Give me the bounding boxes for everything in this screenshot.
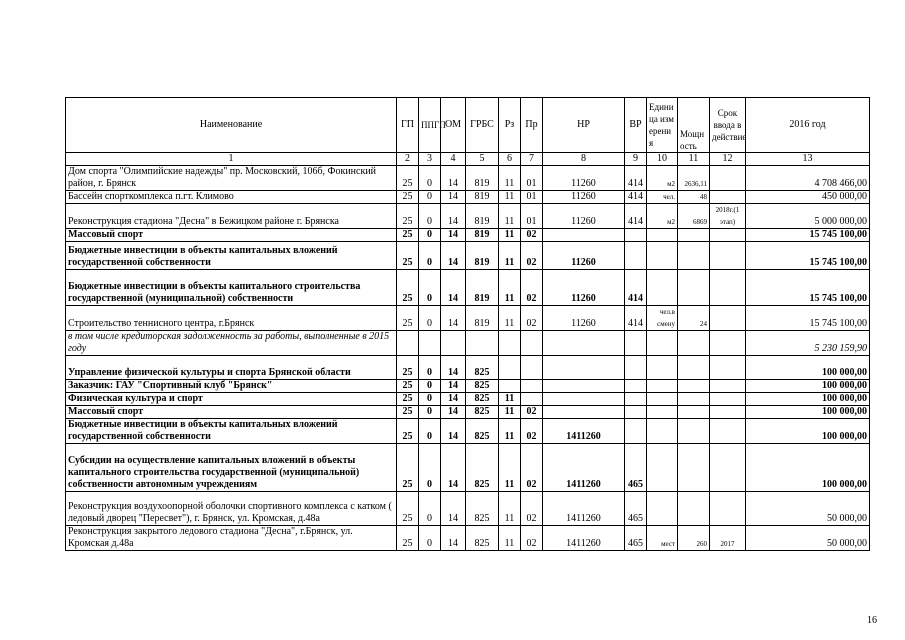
header-unit: Единица измерения	[647, 98, 678, 153]
cell-om: 14	[441, 526, 466, 551]
cell-grbs: 819	[466, 204, 499, 229]
cell-rz: 11	[499, 270, 521, 306]
cell-om: 14	[441, 306, 466, 331]
cell-nr: 11260	[543, 306, 625, 331]
cell-amount: 100 000,00	[746, 419, 870, 444]
cell-term	[710, 229, 746, 242]
cell-grbs: 819	[466, 270, 499, 306]
cell-gp: 25	[397, 204, 419, 229]
cell-pr: 01	[521, 166, 543, 191]
cell-gp: 25	[397, 242, 419, 270]
cell-amount: 100 000,00	[746, 393, 870, 406]
cell-power	[678, 406, 710, 419]
cell-rz: 11	[499, 492, 521, 526]
cell-ppgp: 0	[419, 380, 441, 393]
table-row	[66, 306, 870, 331]
cell-amount: 100 000,00	[746, 406, 870, 419]
table-row	[66, 331, 870, 356]
cell-rz	[499, 331, 521, 356]
cell-pr	[521, 356, 543, 380]
cell-amount: 15 745 100,00	[746, 270, 870, 306]
col-number: 10	[647, 153, 678, 166]
header-name: Наименование	[66, 98, 397, 153]
cell-amount: 15 745 100,00	[746, 306, 870, 331]
cell-rz: 11	[499, 166, 521, 191]
cell-ppgp: 0	[419, 191, 441, 204]
cell-vr: 414	[625, 191, 647, 204]
header-term: Срок ввода в действие	[710, 98, 746, 153]
cell-vr	[625, 331, 647, 356]
table-row	[66, 444, 870, 492]
cell-ppgp: 0	[419, 444, 441, 492]
cell-ppgp: 0	[419, 270, 441, 306]
cell-vr	[625, 242, 647, 270]
cell-vr	[625, 380, 647, 393]
table-row	[66, 406, 870, 419]
cell-ppgp: 0	[419, 406, 441, 419]
cell-om: 14	[441, 380, 466, 393]
cell-unit	[647, 356, 678, 380]
cell-om: 14	[441, 492, 466, 526]
cell-amount: 100 000,00	[746, 444, 870, 492]
cell-unit: чел.в смену	[647, 306, 678, 331]
cell-gp: 25	[397, 270, 419, 306]
cell-om	[441, 331, 466, 356]
cell-grbs: 825	[466, 356, 499, 380]
header-vr: ВР	[625, 98, 647, 153]
cell-grbs: 825	[466, 393, 499, 406]
table-row	[66, 229, 870, 242]
cell-name: Физическая культура и спорт	[66, 393, 397, 406]
cell-power: 2636,11	[678, 166, 710, 191]
cell-term	[710, 356, 746, 380]
cell-om: 14	[441, 356, 466, 380]
cell-power: 6869	[678, 204, 710, 229]
cell-unit	[647, 242, 678, 270]
table-header-row	[66, 98, 870, 153]
cell-grbs: 825	[466, 492, 499, 526]
header-gp: ГП	[397, 98, 419, 153]
col-number: 4	[441, 153, 466, 166]
cell-ppgp: 0	[419, 492, 441, 526]
cell-nr	[543, 393, 625, 406]
table-row	[66, 492, 870, 526]
header-nr: НР	[543, 98, 625, 153]
column-number-row	[66, 153, 870, 166]
cell-gp	[397, 331, 419, 356]
cell-vr	[625, 229, 647, 242]
cell-unit: м2	[647, 204, 678, 229]
cell-rz: 11	[499, 229, 521, 242]
cell-ppgp: 0	[419, 242, 441, 270]
cell-pr: 02	[521, 492, 543, 526]
cell-om: 14	[441, 419, 466, 444]
col-number: 8	[543, 153, 625, 166]
cell-rz: 11	[499, 306, 521, 331]
cell-term	[710, 306, 746, 331]
cell-power: 24	[678, 306, 710, 331]
cell-vr: 414	[625, 270, 647, 306]
cell-pr	[521, 380, 543, 393]
cell-pr: 02	[521, 444, 543, 492]
cell-name: Субсидии на осуществление капитальных вложений в объекты капитального строительства государственной (муниципальной) собственности автономным учреждениям	[66, 444, 397, 492]
cell-ppgp: 0	[419, 204, 441, 229]
cell-ppgp: 0	[419, 356, 441, 380]
cell-nr	[543, 380, 625, 393]
cell-rz: 11	[499, 526, 521, 551]
cell-gp: 25	[397, 406, 419, 419]
cell-power: 260	[678, 526, 710, 551]
cell-ppgp: 0	[419, 306, 441, 331]
cell-gp: 25	[397, 356, 419, 380]
cell-power	[678, 242, 710, 270]
cell-power	[678, 270, 710, 306]
cell-gp: 25	[397, 380, 419, 393]
cell-power	[678, 492, 710, 526]
cell-term	[710, 270, 746, 306]
cell-amount: 450 000,00	[746, 191, 870, 204]
col-number: 1	[66, 153, 397, 166]
cell-unit	[647, 380, 678, 393]
cell-vr: 465	[625, 492, 647, 526]
cell-om: 14	[441, 242, 466, 270]
budget-table	[65, 97, 870, 551]
header-power: Мощность	[678, 98, 710, 153]
cell-ppgp: 0	[419, 166, 441, 191]
cell-amount: 100 000,00	[746, 380, 870, 393]
cell-gp: 25	[397, 191, 419, 204]
cell-amount: 4 708 466,00	[746, 166, 870, 191]
cell-name: Бюджетные инвестиции в объекты капитального строительства государственной (муниципальной) собственности	[66, 270, 397, 306]
cell-nr: 1411260	[543, 444, 625, 492]
cell-name: Бюджетные инвестиции в объекты капитальных вложений государственной собственности	[66, 419, 397, 444]
cell-amount: 100 000,00	[746, 356, 870, 380]
cell-name: Реконструкция стадиона "Десна" в Бежицком районе г. Брянска	[66, 204, 397, 229]
cell-vr	[625, 419, 647, 444]
cell-term	[710, 242, 746, 270]
cell-grbs: 819	[466, 191, 499, 204]
cell-nr: 1411260	[543, 419, 625, 444]
cell-amount: 15 745 100,00	[746, 229, 870, 242]
cell-power	[678, 229, 710, 242]
cell-nr: 1411260	[543, 526, 625, 551]
cell-amount: 15 745 100,00	[746, 242, 870, 270]
cell-gp: 25	[397, 306, 419, 331]
cell-name: Массовый спорт	[66, 406, 397, 419]
header-grbs: ГРБС	[466, 98, 499, 153]
cell-pr: 02	[521, 229, 543, 242]
header-ppgp: ППГП	[419, 98, 441, 153]
cell-vr	[625, 356, 647, 380]
cell-nr	[543, 229, 625, 242]
cell-nr: 11260	[543, 204, 625, 229]
cell-vr: 414	[625, 166, 647, 191]
cell-unit	[647, 331, 678, 356]
cell-unit: чел.	[647, 191, 678, 204]
table-row	[66, 204, 870, 229]
cell-om: 14	[441, 166, 466, 191]
cell-power	[678, 419, 710, 444]
cell-nr	[543, 356, 625, 380]
cell-rz: 11	[499, 406, 521, 419]
cell-unit	[647, 393, 678, 406]
cell-grbs: 819	[466, 229, 499, 242]
cell-pr: 02	[521, 406, 543, 419]
cell-pr: 02	[521, 526, 543, 551]
cell-ppgp: 0	[419, 229, 441, 242]
cell-gp: 25	[397, 419, 419, 444]
cell-unit	[647, 406, 678, 419]
table-row	[66, 191, 870, 204]
cell-term	[710, 166, 746, 191]
cell-name: Управление физической культуры и спорта Брянской области	[66, 356, 397, 380]
table-row	[66, 242, 870, 270]
col-number: 6	[499, 153, 521, 166]
cell-vr: 414	[625, 204, 647, 229]
cell-name: Бюджетные инвестиции в объекты капитальных вложений государственной собственности	[66, 242, 397, 270]
cell-grbs	[466, 331, 499, 356]
table-row	[66, 393, 870, 406]
cell-gp: 25	[397, 393, 419, 406]
col-number: 13	[746, 153, 870, 166]
table-row	[66, 526, 870, 551]
cell-name: Реконструкция закрытого ледового стадиона "Десна", г.Брянск, ул. Кромская д.48а	[66, 526, 397, 551]
cell-power	[678, 356, 710, 380]
cell-name: в том числе кредиторская задолженность за работы, выполненные в 2015 году	[66, 331, 397, 356]
cell-term	[710, 331, 746, 356]
cell-power	[678, 393, 710, 406]
cell-unit: мест	[647, 526, 678, 551]
cell-name: Массовый спорт	[66, 229, 397, 242]
table-row	[66, 380, 870, 393]
cell-rz: 11	[499, 204, 521, 229]
cell-vr: 465	[625, 526, 647, 551]
cell-gp: 25	[397, 166, 419, 191]
cell-name: Заказчик: ГАУ "Спортивный клуб "Брянск"	[66, 380, 397, 393]
table-row	[66, 356, 870, 380]
cell-term	[710, 393, 746, 406]
cell-term	[710, 380, 746, 393]
cell-amount: 5 000 000,00	[746, 204, 870, 229]
cell-ppgp: 0	[419, 419, 441, 444]
col-number: 5	[466, 153, 499, 166]
cell-om: 14	[441, 444, 466, 492]
cell-name: Дом спорта "Олимпийские надежды" пр. Московский, 106б, Фокинский район, г. Брянск	[66, 166, 397, 191]
col-number: 9	[625, 153, 647, 166]
header-om: ОМ	[441, 98, 466, 153]
table-row	[66, 270, 870, 306]
cell-om: 14	[441, 191, 466, 204]
cell-grbs: 825	[466, 526, 499, 551]
cell-pr	[521, 393, 543, 406]
cell-grbs: 819	[466, 242, 499, 270]
cell-grbs: 819	[466, 306, 499, 331]
cell-amount: 50 000,00	[746, 526, 870, 551]
cell-pr: 02	[521, 306, 543, 331]
cell-grbs: 825	[466, 444, 499, 492]
cell-pr: 02	[521, 419, 543, 444]
cell-vr: 465	[625, 444, 647, 492]
cell-nr	[543, 331, 625, 356]
cell-nr: 11260	[543, 242, 625, 270]
cell-name: Строительство теннисного центра, г.Брянск	[66, 306, 397, 331]
cell-gp: 25	[397, 492, 419, 526]
cell-nr	[543, 406, 625, 419]
cell-power	[678, 331, 710, 356]
cell-amount: 5 230 159,90	[746, 331, 870, 356]
cell-term	[710, 406, 746, 419]
cell-pr: 02	[521, 242, 543, 270]
cell-om: 14	[441, 406, 466, 419]
cell-unit	[647, 229, 678, 242]
cell-unit	[647, 444, 678, 492]
cell-nr: 1411260	[543, 492, 625, 526]
cell-ppgp: 0	[419, 526, 441, 551]
cell-grbs: 825	[466, 380, 499, 393]
cell-nr: 11260	[543, 166, 625, 191]
cell-rz: 11	[499, 419, 521, 444]
cell-gp: 25	[397, 444, 419, 492]
cell-nr: 11260	[543, 191, 625, 204]
table-row	[66, 166, 870, 191]
cell-unit: м2	[647, 166, 678, 191]
header-pr: Пр	[521, 98, 543, 153]
cell-term	[710, 419, 746, 444]
cell-name: Бассейн спорткомплекса п.гт. Климово	[66, 191, 397, 204]
cell-rz: 11	[499, 242, 521, 270]
cell-vr	[625, 393, 647, 406]
cell-pr	[521, 331, 543, 356]
cell-om: 14	[441, 270, 466, 306]
cell-term	[710, 492, 746, 526]
cell-rz: 11	[499, 444, 521, 492]
cell-amount: 50 000,00	[746, 492, 870, 526]
cell-rz: 11	[499, 393, 521, 406]
cell-grbs: 819	[466, 166, 499, 191]
cell-unit	[647, 492, 678, 526]
cell-name: Реконструкция воздухоопорной оболочки спортивного комплекса с катком ( ледовый дворец "Пересвет"), г. Брянск, ул. Кромская, д.48а	[66, 492, 397, 526]
cell-gp: 25	[397, 526, 419, 551]
cell-gp: 25	[397, 229, 419, 242]
cell-term	[710, 444, 746, 492]
cell-unit	[647, 270, 678, 306]
cell-term	[710, 191, 746, 204]
cell-power: 48	[678, 191, 710, 204]
cell-grbs: 825	[466, 419, 499, 444]
cell-term: 2018г.(1 этап)	[710, 204, 746, 229]
cell-pr: 01	[521, 191, 543, 204]
cell-om: 14	[441, 393, 466, 406]
cell-vr	[625, 406, 647, 419]
cell-power	[678, 444, 710, 492]
cell-unit	[647, 419, 678, 444]
col-number: 12	[710, 153, 746, 166]
cell-rz	[499, 356, 521, 380]
cell-power	[678, 380, 710, 393]
cell-nr: 11260	[543, 270, 625, 306]
table-row	[66, 419, 870, 444]
page-number: 16	[867, 615, 877, 626]
col-number: 11	[678, 153, 710, 166]
cell-om: 14	[441, 229, 466, 242]
cell-grbs: 825	[466, 406, 499, 419]
cell-ppgp: 0	[419, 393, 441, 406]
cell-pr: 01	[521, 204, 543, 229]
header-rz: Рз	[499, 98, 521, 153]
col-number: 2	[397, 153, 419, 166]
col-number: 3	[419, 153, 441, 166]
cell-ppgp	[419, 331, 441, 356]
header-year: 2016 год	[746, 98, 870, 153]
col-number: 7	[521, 153, 543, 166]
cell-rz: 11	[499, 191, 521, 204]
cell-om: 14	[441, 204, 466, 229]
cell-rz	[499, 380, 521, 393]
cell-vr: 414	[625, 306, 647, 331]
cell-term: 2017	[710, 526, 746, 551]
cell-pr: 02	[521, 270, 543, 306]
